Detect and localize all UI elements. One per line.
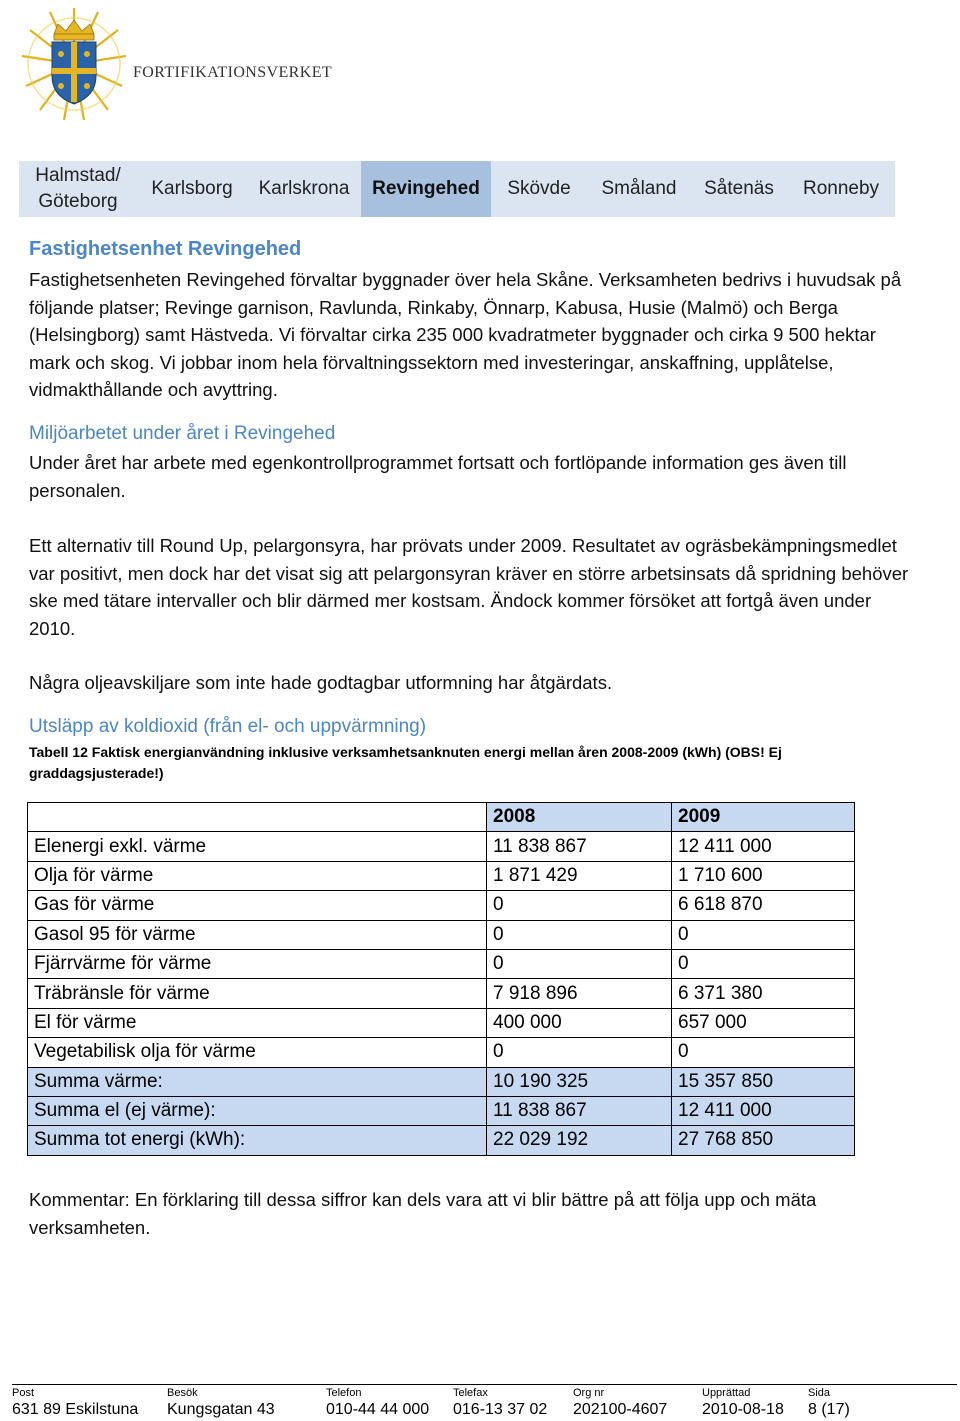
table-row <box>28 979 855 1008</box>
table-cell-label: Summa tot energi (kWh): <box>28 1126 487 1155</box>
footer-phone-label: Telefon <box>326 1387 362 1399</box>
table-header-cell: 2008 <box>487 803 672 832</box>
table-cell-label: Summa el (ej värme): <box>28 1096 487 1125</box>
footer-fax-label: Telefax <box>453 1387 488 1399</box>
table-cell-v2008: 0 <box>487 1038 672 1067</box>
tab-satenas[interactable]: Såtenäs <box>704 178 774 199</box>
table-cell-v2009: 657 000 <box>672 1008 855 1037</box>
shield <box>52 42 96 104</box>
footer-divider <box>12 1384 957 1385</box>
tab-revingehed[interactable]: Revingehed <box>361 161 491 217</box>
table-cell-label: Fjärrvärme för värme <box>28 949 487 978</box>
table-row <box>28 861 855 890</box>
table-cell-v2008: 0 <box>487 949 672 978</box>
table-cell-v2009: 0 <box>672 920 855 949</box>
crown <box>54 20 94 40</box>
footer-visit-value: Kungsgatan 43 <box>167 1401 275 1418</box>
table-cell-v2008: 0 <box>487 920 672 949</box>
table-cell-v2009: 0 <box>672 1038 855 1067</box>
table-cell-v2008: 400 000 <box>487 1008 672 1037</box>
paragraph-oljeavskiljare: Några oljeavskiljare som inte hade godtagbar utformning har åtgärdats. <box>29 672 613 693</box>
tab-ronneby[interactable]: Ronneby <box>802 178 880 199</box>
table-cell-label: Gasol 95 för värme <box>28 920 487 949</box>
section-heading-miljoarbete: Miljöarbetet under året i Revingehed <box>29 423 336 444</box>
tab-smaland[interactable]: Småland <box>601 178 677 199</box>
table-cell-label: El för värme <box>28 1008 487 1037</box>
footer-date-label: Upprättad <box>702 1387 751 1399</box>
footer-phone-value: 010-44 44 000 <box>326 1401 430 1418</box>
table-cell-v2009: 6 371 380 <box>672 979 855 1008</box>
tab-skovde[interactable]: Skövde <box>507 178 571 199</box>
table-cell-v2008: 22 029 192 <box>487 1126 672 1155</box>
table-header-row <box>28 803 855 832</box>
table-row <box>28 1096 855 1125</box>
table-cell-v2009: 6 618 870 <box>672 891 855 920</box>
table-cell-label: Summa värme: <box>28 1067 487 1096</box>
footer-date-value: 2010-08-18 <box>702 1401 784 1418</box>
table-row <box>28 1067 855 1096</box>
section-heading-fastighetsenhet: Fastighetsenhet Revingehed <box>29 238 302 260</box>
section-body-fastighetsenhet: Fastighetsenheten Revingehed förvaltar byggnader över hela Skåne. Verksamheten bedrivs i huvudsak på följande platser; Revinge garnison, Ravlunda, Rinkaby, Önnarp, Kabusa, Husie (Malmö) och Berga (Helsingborg) samt Hästveda. Vi förvaltar cirka 235 000 kvadratmeter byggnader och cirka 9 500 hektar mark och skog. Vi jobbar inom hela förvaltningssektorn med investeringar, anskaffning, upplåtelse, vidmakthållande och avyttring. <box>29 269 902 401</box>
table-cell-label: Gas för värme <box>28 891 487 920</box>
table-caption: Tabell 12 Faktisk energianvändning inklusive verksamhetsanknuten energi mellan åren 2008-2009 (kWh) (OBS! Ej graddagsjusterade!) <box>29 744 782 781</box>
table-cell-label: Elenergi exkl. värme <box>28 832 487 861</box>
table-cell-label: Träbränsle för värme <box>28 979 487 1008</box>
table-row <box>28 832 855 861</box>
fortifikationsverket-crest-logo <box>18 4 130 124</box>
table-row <box>28 949 855 978</box>
table-cell-v2008: 1 871 429 <box>487 861 672 890</box>
table-cell-v2008: 11 838 867 <box>487 1096 672 1125</box>
table-row <box>28 920 855 949</box>
unit-tabs <box>19 161 895 217</box>
table-header-cell: 2009 <box>672 803 855 832</box>
table-cell-v2009: 0 <box>672 949 855 978</box>
table-cell-v2009: 15 357 850 <box>672 1067 855 1096</box>
footer-post-value: 631 89 Eskilstuna <box>12 1401 139 1418</box>
table-row <box>28 1038 855 1067</box>
comment-paragraph: Kommentar: En förklaring till dessa siffror kan dels vara att vi blir bättre på att följa upp och mäta verksamheten. <box>29 1189 817 1238</box>
table-cell-v2009: 12 411 000 <box>672 832 855 861</box>
table-cell-v2008: 11 838 867 <box>487 832 672 861</box>
table-row <box>28 891 855 920</box>
tab-karlsborg[interactable]: Karlsborg <box>151 178 233 199</box>
table-header-cell <box>28 803 487 832</box>
table-cell-v2009: 12 411 000 <box>672 1096 855 1125</box>
org-name: FORTIFIKATIONSVERKET <box>133 64 333 81</box>
footer-visit-label: Besök <box>167 1387 198 1399</box>
footer-page-value: 8 (17) <box>808 1401 850 1418</box>
footer-orgnr-value: 202100-4607 <box>573 1401 668 1418</box>
table-row <box>28 1008 855 1037</box>
footer-orgnr-label: Org nr <box>573 1387 605 1399</box>
paragraph-pelargonsyra: Ett alternativ till Round Up, pelargonsyra, har prövats under 2009. Resultatet av ogräsbekämpningsmedlet var positivt, men dock har det visat sig att pelargonsyran kräver en större arbetsinsats då spridning behöver ske med tätare intervaller och blir därmed mer kostsam. Ändock kommer försöket att fortgå även under 2010. <box>29 535 909 639</box>
table-cell-v2008: 0 <box>487 891 672 920</box>
table-cell-v2008: 7 918 896 <box>487 979 672 1008</box>
paragraph-egenkontroll: Under året har arbete med egenkontrollprogrammet fortsatt och fortlöpande information ges även till personalen. <box>29 452 847 501</box>
tab-karlskrona[interactable]: Karlskrona <box>258 178 350 199</box>
table-cell-v2008: 10 190 325 <box>487 1067 672 1096</box>
table-row <box>28 1126 855 1155</box>
table-cell-v2009: 1 710 600 <box>672 861 855 890</box>
table-cell-v2009: 27 768 850 <box>672 1126 855 1155</box>
footer-page-label: Sida <box>808 1387 831 1399</box>
section-heading-koldioxid: Utsläpp av koldioxid (från el- och uppvärmning) <box>29 716 427 737</box>
footer-post-label: Post <box>12 1387 35 1399</box>
table-cell-label: Olja för värme <box>28 861 487 890</box>
tab-halmstad-goteborg[interactable]: Halmstad/ Göteborg <box>35 165 121 212</box>
footer-fax-value: 016-13 37 02 <box>453 1401 548 1418</box>
energy-table <box>27 802 855 1156</box>
table-cell-label: Vegetabilisk olja för värme <box>28 1038 487 1067</box>
